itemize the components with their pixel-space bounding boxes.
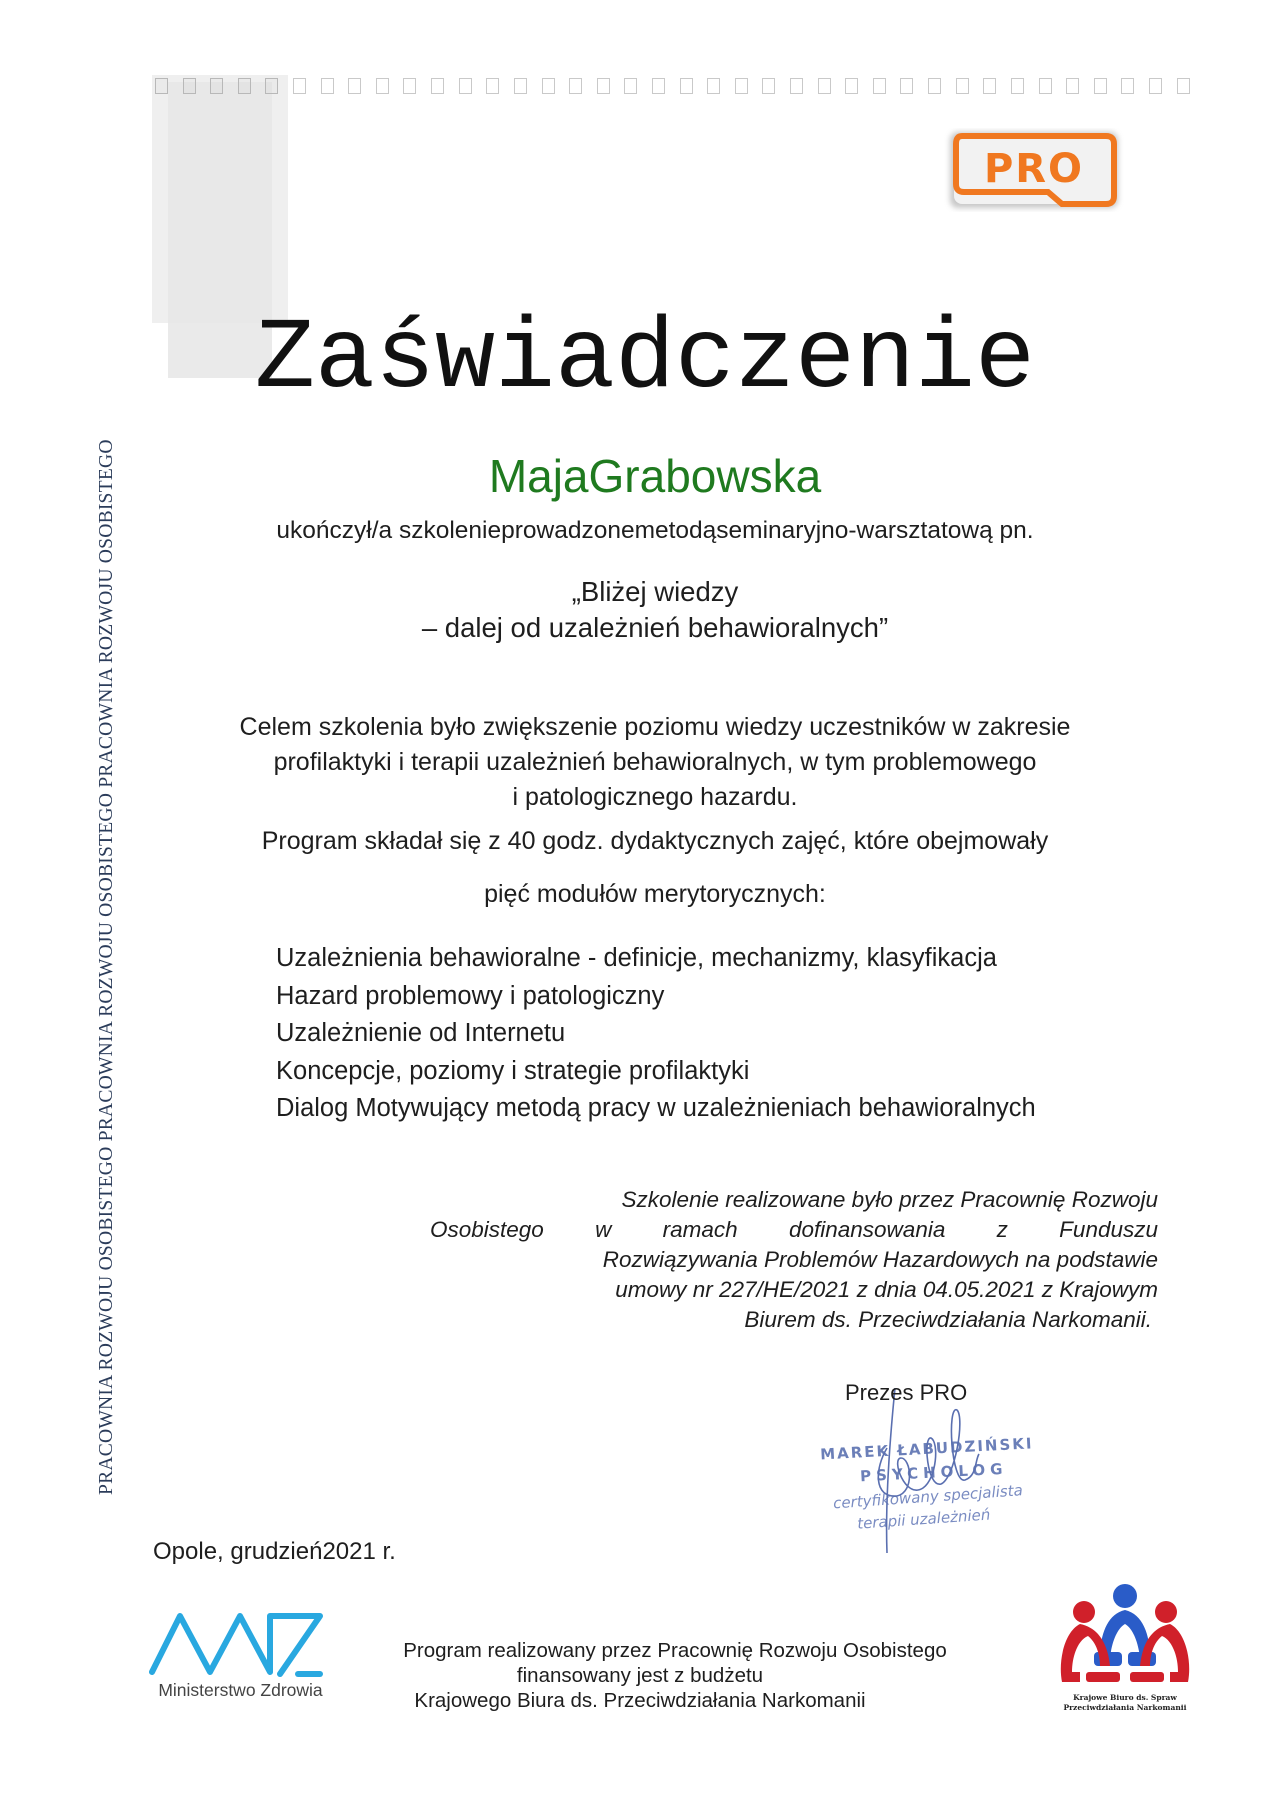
module-item: Hazard problemowy i patologiczny	[276, 981, 665, 1010]
goal-line: Celem szkolenia było zwiększenie poziomu wiedzy uczestników w zakresie	[239, 713, 1071, 741]
program-statement: Program składał się z 40 godz. dydaktycznych zajęć, które obejmowały	[261, 827, 1049, 855]
signatory-role: Prezes PRO	[845, 1380, 968, 1405]
missing-glyph-box	[818, 78, 831, 94]
missing-glyph-box	[486, 78, 499, 94]
missing-glyph-box	[1149, 78, 1162, 94]
completed-statement: ukończył/a szkolenieprowadzonemetodąseminaryjno-warsztatową pn.	[276, 517, 1034, 544]
missing-glyph-box	[514, 78, 527, 94]
funding-statement	[420, 1185, 1158, 1335]
course-title-line: – dalej od uzależnień behawioralnych”	[421, 612, 889, 643]
missing-glyph-box	[680, 78, 693, 94]
missing-glyph-box	[1066, 78, 1079, 94]
footer-statement	[355, 1638, 995, 1713]
missing-glyph-box	[735, 78, 748, 94]
funding-line: Rozwiązywania Problemów Hazardowych na podstawie	[602, 1247, 1158, 1272]
pro-logo-text: PRO	[983, 146, 1085, 192]
missing-glyph-box	[210, 78, 223, 94]
missing-glyph-box	[900, 78, 913, 94]
missing-glyph-box	[956, 78, 969, 94]
certificate-title: Zaświadczenie	[254, 304, 1036, 417]
missing-glyph-box	[348, 78, 361, 94]
missing-glyph-box	[624, 78, 637, 94]
footer-line: finansowany jest z budżetu	[516, 1664, 764, 1687]
kbpn-label-line: Przeciwdziałania Narkomanii	[1063, 1703, 1187, 1712]
stamp-line: terapii uzależnień	[856, 1505, 991, 1533]
stamp-name: MAREK ŁABUDZIŃSKI	[819, 1434, 1034, 1464]
missing-glyph-box	[155, 78, 168, 94]
missing-glyph-box	[321, 78, 334, 94]
missing-glyph-box	[873, 78, 886, 94]
funding-line: Szkolenie realizowane było przez Pracownię Rozwoju	[621, 1187, 1158, 1212]
funding-line: Osobistego w ramach dofinansowania z Funduszu	[430, 1217, 1158, 1242]
goal-line: i patologicznego hazardu.	[512, 783, 798, 811]
missing-glyph-box	[1011, 78, 1024, 94]
module-item: Uzależnienia behawioralne - definicje, mechanizmy, klasyfikacja	[276, 944, 997, 972]
stamp-line: certyfikowany specjalista	[832, 1481, 1024, 1513]
missing-glyph-box	[265, 78, 278, 94]
footer-line: Krajowego Biura ds. Przeciwdziałania Narkomanii	[414, 1689, 866, 1712]
funding-line: umowy nr 227/HE/2021 z dnia 04.05.2021 z Krajowym	[615, 1277, 1158, 1302]
signature-stamp	[815, 1388, 1045, 1558]
recipient-name: MajaGrabowska	[488, 450, 822, 502]
pro-logo-icon	[944, 128, 1124, 212]
course-title-line: „Bliżej wiedzy	[571, 576, 739, 607]
missing-glyph-box	[569, 78, 582, 94]
kbpn-label-line: Krajowe Biuro ds. Spraw	[1073, 1693, 1177, 1702]
missing-glyph-row	[155, 78, 1190, 96]
missing-glyph-box	[1177, 78, 1190, 94]
missing-glyph-box	[183, 78, 196, 94]
module-item: Koncepcje, poziomy i strategie profilaktyki	[276, 1056, 750, 1085]
missing-glyph-box	[431, 78, 444, 94]
kbpn-logo-icon	[1050, 1582, 1200, 1722]
modules-intro: pięć modułów merytorycznych:	[484, 880, 826, 908]
missing-glyph-box	[652, 78, 665, 94]
missing-glyph-box	[459, 78, 472, 94]
missing-glyph-box	[1039, 78, 1052, 94]
course-title	[0, 574, 1280, 646]
missing-glyph-box	[1121, 78, 1134, 94]
funding-line: Biurem ds. Przeciwdziałania Narkomanii.	[744, 1307, 1152, 1332]
missing-glyph-box	[790, 78, 803, 94]
goal-paragraph	[0, 710, 1280, 815]
missing-glyph-box	[597, 78, 610, 94]
place-date: Opole, grudzień2021 r.	[153, 1538, 396, 1565]
modules-list	[276, 940, 1036, 1128]
missing-glyph-box	[983, 78, 996, 94]
stamp-title: PSYCHOLOG	[859, 1459, 1008, 1486]
module-item: Uzależnienie od Internetu	[276, 1019, 566, 1047]
missing-glyph-box	[845, 78, 858, 94]
missing-glyph-box	[1094, 78, 1107, 94]
missing-glyph-box	[376, 78, 389, 94]
missing-glyph-box	[707, 78, 720, 94]
missing-glyph-box	[403, 78, 416, 94]
footer-line: Program realizowany przez Pracownię Rozwoju Osobistego	[403, 1639, 947, 1662]
sidebar-vertical-text: PRACOWNIA ROZWOJU OSOBISTEGO PRACOWNIA ROZWOJU OSOBISTEGO PRACOWNIA ROZWOJU OSOBISTEGO	[96, 439, 117, 1495]
missing-glyph-box	[238, 78, 251, 94]
missing-glyph-box	[928, 78, 941, 94]
missing-glyph-box	[542, 78, 555, 94]
missing-glyph-box	[762, 78, 775, 94]
module-item: Dialog Motywujący metodą pracy w uzależnieniach behawioralnych	[276, 1094, 1036, 1122]
missing-glyph-box	[293, 78, 306, 94]
ministry-of-health-label: Ministerstwo Zdrowia	[158, 1680, 323, 1700]
goal-line: profilaktyki i terapii uzależnień behawioralnych, w tym problemowego	[273, 748, 1037, 776]
